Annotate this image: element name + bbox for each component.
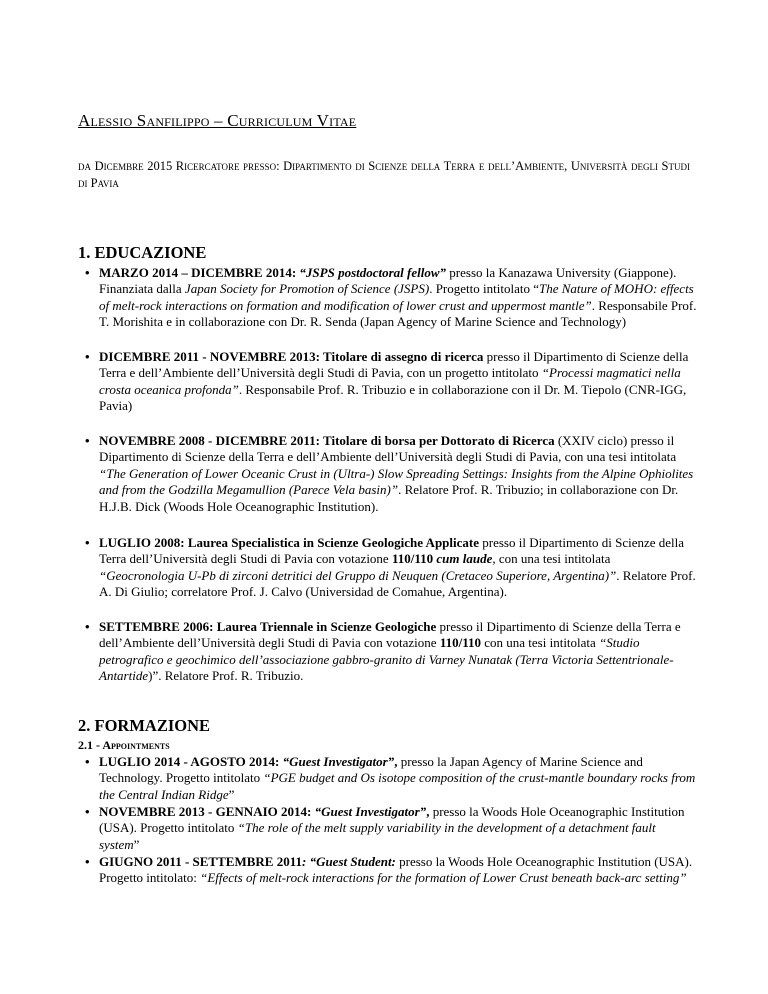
item-text: LUGLIO 2008: Laurea Specialistica in Scienze Geologiche Applicate presso il Dipartimento di Scienze della Terra dell’Università degli Studi di Pavia con votazione 110/110 cum laude, con una tesi intitolata “Geocronologia U-Pb di zirconi detritici del Gruppo di Neuquen (Cretaceo Superiore, Argentina)”. Relatore Prof. A. Di Giulio; correlatore Prof. J. Calvo (Universidad de Comahue, Argentina). [99,535,696,600]
bullet: • [85,804,90,819]
list-item [78,754,698,803]
bullet: • [85,619,90,634]
subsection-heading-appointments: 2.1 - Appointments [78,738,170,752]
section-heading-formazione: 2. FORMAZIONE [78,716,210,735]
item-text: NOVEMBRE 2013 - GENNAIO 2014: “Guest Investigator”, presso la Woods Hole Oceanographic Institution (USA). Progetto intitolato “The role of the melt supply variability in the development of a detachment fault system” [99,804,685,852]
item-text: NOVEMBRE 2008 - DICEMBRE 2011: Titolare di borsa per Dottorato di Ricerca (XXIV ciclo) presso il Dipartimento di Scienze della Terra e dell’Ambiente dell’Università degli Studi di Pavia, con una tesi intitolata “The Generation of Lower Oceanic Crust in (Ultra-) Slow Spreading Settings: Insights from the Alpine Ophiolites and from the Godzilla Megamullion (Parece Vela basin)”. Relatore Prof. R. Tribuzio; in collaborazione con Dr. H.J.B. Dick (Woods Hole Oceanographic Institution). [99,433,694,514]
item-text: DICEMBRE 2011 - NOVEMBRE 2013: Titolare di assegno di ricerca presso il Dipartimento di Scienze della Terra e dell’Ambiente dell’Università degli Studi di Pavia, con un progetto intitolato “Processi magmatici nella crosta oceanica profonda”. Responsabile Prof. R. Tribuzio e in collaborazione con il Dr. M. Tiepolo (CNR-IGG, Pavia) [99,349,689,414]
list-item [78,349,698,415]
bullet: • [85,265,90,280]
item-text: MARZO 2014 – DICEMBRE 2014: “JSPS postdoctoral fellow” presso la Kanazawa University (Giappone). Finanziata dalla Japan Society for Promotion of Science (JSPS). Progetto intitolato “The Nature of MOHO: effects of melt-rock interactions on formation and modification of lower crust and uppermost mantle”. Responsabile Prof. T. Morishita e in collaborazione con Dr. R. Senda (Japan Agency of Marine Science and Technology) [99,265,697,330]
bullet: • [85,349,90,364]
item-text: LUGLIO 2014 - AGOSTO 2014: “Guest Investigator”, presso la Japan Agency of Marine Science and Technology. Progetto intitolato “PGE budget and Os isotope composition of the crust-mantle boundary rocks from the Central Indian Ridge” [99,754,696,802]
cv-title: Alessio Sanfilippo – Curriculum Vitae [78,111,357,130]
bullet: • [85,535,90,550]
bullet: • [85,433,90,448]
affiliation: da Dicembre 2015 Ricercatore presso: Dipartimento di Scienze della Terra e dell’Ambiente, Università degli Studi di Pavia [78,159,690,190]
list-item [78,619,698,685]
item-text: SETTEMBRE 2006: Laurea Triennale in Scienze Geologiche presso il Dipartimento di Scienze della Terra e dell’Ambiente dell’Università degli Studi di Pavia con votazione 110/110 con una tesi intitolata “Studio petrografico e geochimico dell’associazione gabbro-granito di Varney Nunatak (Terra Victoria Settentrionale-Antartide)”. Relatore Prof. R. Tribuzio. [99,619,681,684]
list-item [78,535,698,601]
list-item [78,854,698,887]
bullet: • [85,854,90,869]
bullet: • [85,754,90,769]
list-item [78,804,698,853]
section-heading-educazione: 1. EDUCAZIONE [78,243,207,262]
list-item [78,265,698,331]
item-text: GIUGNO 2011 - SETTEMBRE 2011: “Guest Student: presso la Woods Hole Oceanographic Institution (USA). Progetto intitolato: “Effects of melt-rock interactions for the formation of Lower Crust beneath back-arc setting” [99,854,693,886]
list-item [78,433,698,515]
